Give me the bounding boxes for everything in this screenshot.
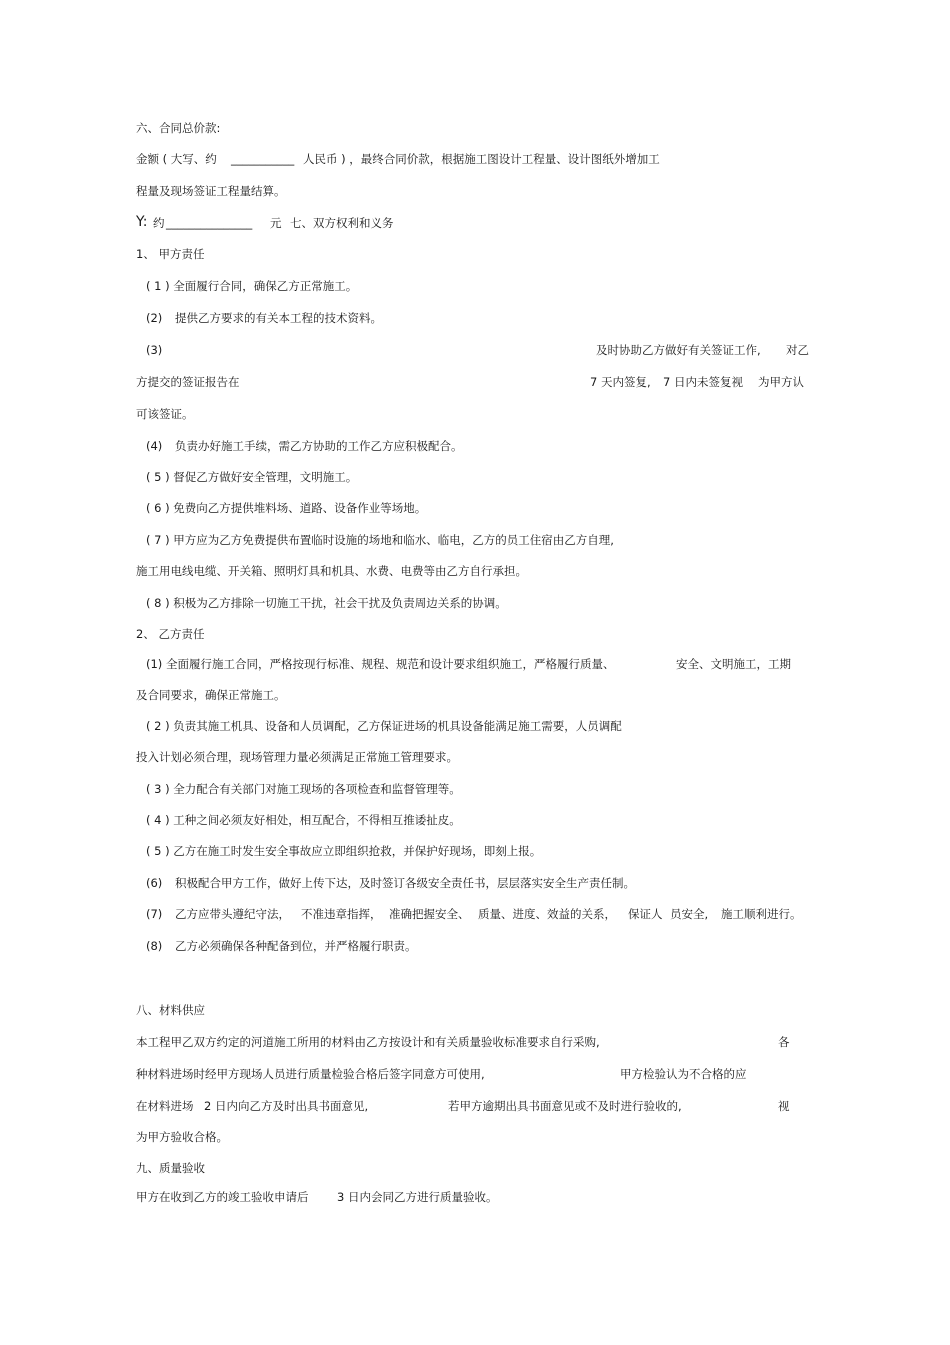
- materials-line-3-b: 2 日内向乙方及时出具书面意见,: [204, 1099, 369, 1113]
- section-6-title: 六、合同总价款:: [136, 121, 221, 135]
- party-a-item-3-e: 7 日内未签复视: [663, 375, 743, 389]
- party-a-item-7: ( 7 ) 甲方应为乙方免费提供布置临时设施的场地和临水、临电，乙方的员工住宿由乙方自理,: [146, 533, 614, 547]
- materials-line-4: 为甲方验收合格。: [136, 1130, 228, 1144]
- yuan-about: 约: [153, 216, 165, 230]
- materials-line-2-end: 甲方检验认为不合格的应: [620, 1067, 747, 1081]
- materials-line-3-a: 在材料进场: [136, 1099, 194, 1113]
- party-a-item-3-d: 7 天内签复,: [590, 375, 651, 389]
- party-b-item-8-num: (8): [146, 939, 163, 953]
- party-a-item-3-b: 对乙: [786, 343, 809, 357]
- materials-line-2: 种材料进场时经甲方现场人员进行质量检验合格后签字同意方可使用,: [136, 1067, 485, 1081]
- party-b-item-7-d: 质量、进度、效益的关系，: [478, 907, 616, 921]
- party-b-item-5: ( 5 ) 乙方在施工时发生安全事故应立即组织抢救，并保护好现场，即刻上报。: [146, 844, 542, 858]
- party-b-item-7-f: 员安全,: [670, 907, 709, 921]
- party-b-item-7-b: 不准违章指挥，: [301, 907, 382, 921]
- party-b-item-1-b: 安全、文明施工，工期: [676, 657, 791, 671]
- party-a-item-4: 负责办好施工手续，需乙方协助的工作乙方应积极配合。: [175, 439, 463, 453]
- party-a-item-2: 提供乙方要求的有关本工程的技术资料。: [175, 311, 382, 325]
- party-b-item-3: ( 3 ) 全力配合有关部门对施工现场的各项检查和监督管理等。: [146, 782, 461, 796]
- party-a-heading: 1、 甲方责任: [136, 247, 205, 261]
- party-a-item-6: ( 6 ) 免费向乙方提供堆料场、道路、设备作业等场地。: [146, 501, 427, 515]
- materials-line-1-end: 各: [778, 1035, 790, 1049]
- party-a-item-2-num: (2): [146, 311, 163, 325]
- section-9-title: 九、质量验收: [136, 1161, 205, 1175]
- acceptance-line-a: 甲方在收到乙方的竣工验收申请后: [136, 1190, 309, 1204]
- party-a-item-5: ( 5 ) 督促乙方做好安全管理，文明施工。: [146, 470, 358, 484]
- amount-line-text: 人民币 ) ，最终合同价款，根据施工图设计工程量、设计图纸外增加工: [303, 152, 660, 166]
- section-8-title: 八、材料供应: [136, 1003, 205, 1017]
- party-a-item-3-a: 及时协助乙方做好有关签证工作,: [596, 343, 761, 357]
- party-b-item-7-a: 乙方应带头遵纪守法，: [175, 907, 290, 921]
- party-b-item-1-cont: 及合同要求，确保正常施工。: [136, 688, 286, 702]
- materials-line-3-c: 若甲方逾期出具书面意见或不及时进行验收的,: [448, 1099, 682, 1113]
- party-b-item-4: ( 4 ) 工种之间必须友好相处，相互配合，不得相互推诿扯皮。: [146, 813, 461, 827]
- party-b-heading: 2、 乙方责任: [136, 627, 205, 641]
- party-a-item-8: ( 8 ) 积极为乙方排除一切施工干扰，社会干扰及负责周边关系的协调。: [146, 596, 507, 610]
- materials-line-3-d: 视: [778, 1099, 790, 1113]
- party-a-item-3-g: 可该签证。: [136, 407, 194, 421]
- party-a-item-7-cont: 施工用电线电缆、开关箱、照明灯具和机具、水费、电费等由乙方自行承担。: [136, 564, 527, 578]
- party-b-item-8: 乙方必须确保各种配备到位，并严格履行职责。: [175, 939, 417, 953]
- party-a-item-4-num: (4): [146, 439, 163, 453]
- amount-line-prefix: 金额 ( 大写、约: [136, 152, 217, 166]
- party-b-item-7-g: 施工顺利进行。: [721, 907, 802, 921]
- party-b-item-7-c: 准确把握安全、: [389, 907, 470, 921]
- yuan-symbol: Y:: [136, 214, 148, 230]
- section-7-title: 七、双方权利和义务: [290, 216, 394, 230]
- yuan-blank: _______________: [166, 216, 253, 230]
- acceptance-line-b: 3 日内会同乙方进行质量验收。: [337, 1190, 498, 1204]
- party-a-item-3-c: 方提交的签证报告在: [136, 375, 240, 389]
- party-b-item-2: ( 2 ) 负责其施工机具、设备和人员调配，乙方保证进场的机具设备能满足施工需要，人员调配: [146, 719, 622, 733]
- party-a-item-3-f: 为甲方认: [758, 375, 804, 389]
- materials-line-1: 本工程甲乙双方约定的河道施工所用的材料由乙方按设计和有关质量验收标准要求自行采购,: [136, 1035, 600, 1049]
- amount-blank: ___________: [231, 152, 295, 166]
- amount-line-cont: 程量及现场签证工程量结算。: [136, 184, 286, 198]
- party-b-item-2-cont: 投入计划必须合理，现场管理力量必须满足正常施工管理要求。: [136, 750, 458, 764]
- party-b-item-7-num: (7): [146, 907, 163, 921]
- party-a-item-3-num: (3): [146, 343, 163, 357]
- party-b-item-6-num: (6): [146, 876, 163, 890]
- party-a-item-1: ( 1 ) 全面履行合同，确保乙方正常施工。: [146, 279, 358, 293]
- yuan-unit: 元: [270, 216, 282, 230]
- party-b-item-1: (1) 全面履行施工合同，严格按现行标准、规程、规范和设计要求组织施工，严格履行质量、: [146, 657, 615, 671]
- party-b-item-7-e: 保证人: [628, 907, 663, 921]
- party-b-item-6: 积极配合甲方工作，做好上传下达，及时签订各级安全责任书，层层落实安全生产责任制。: [175, 876, 635, 890]
